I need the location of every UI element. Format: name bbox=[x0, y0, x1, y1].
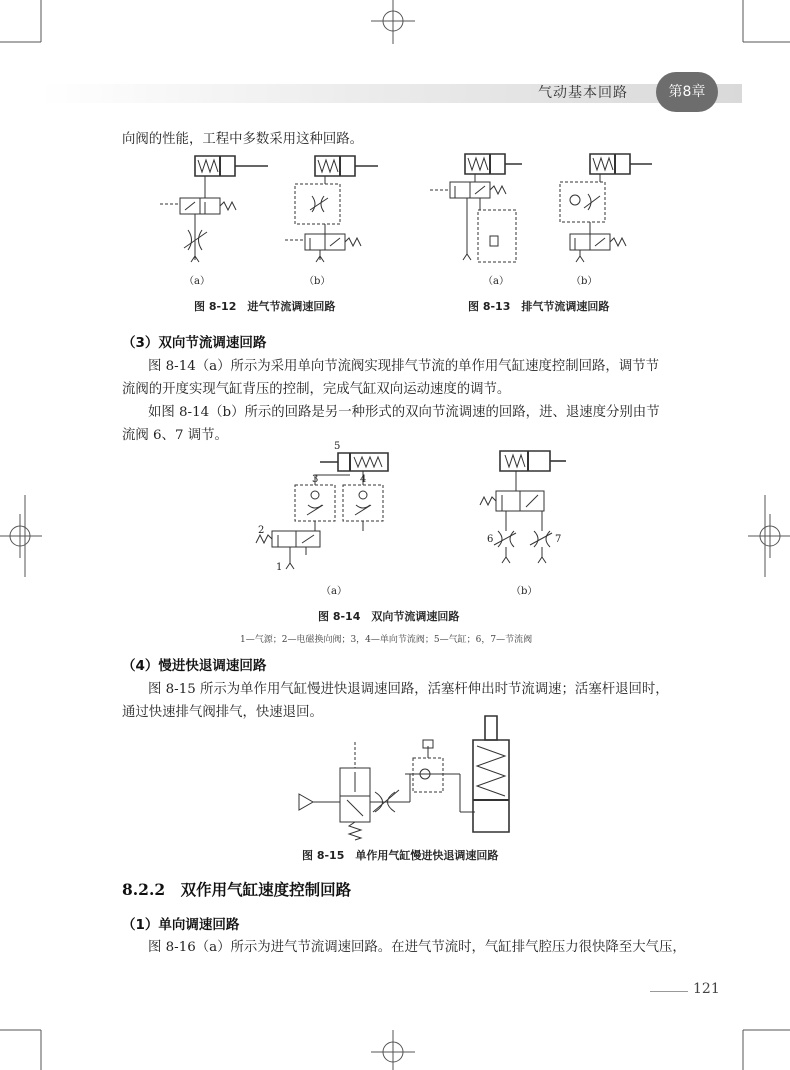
chapter-tab: 第8章 bbox=[656, 72, 718, 112]
paragraph-1-line-1: 图 8-14（a）所示为采用单向节流阀实现排气节流的单作用气缸速度控制回路，调节节 bbox=[148, 359, 659, 374]
fig12-label-a: （a） bbox=[184, 276, 210, 287]
fig13-label-b: （b） bbox=[571, 276, 598, 287]
fig14-num-2: 2 bbox=[258, 525, 265, 536]
fig12-label-b: （b） bbox=[304, 276, 331, 287]
paragraph-2-line-1: 如图 8-14（b）所示的回路是另一种形式的双向节流调速的回路，进、退速度分别由节 bbox=[148, 405, 660, 420]
figure-8-14-diagram bbox=[250, 445, 580, 570]
fig14-caption: 图 8-14 双向节流调速回路 bbox=[318, 610, 460, 623]
paragraph-2-line-2: 流阀 6、7 调节。 bbox=[122, 428, 228, 443]
fig14-num-4: 4 bbox=[360, 474, 367, 485]
fig15-caption: 图 8-15 单作用气缸慢进快退调速回路 bbox=[302, 849, 499, 862]
fig14-num-7: 7 bbox=[555, 534, 562, 545]
page-number-rule bbox=[650, 991, 688, 992]
running-head: 气动基本回路 bbox=[538, 85, 628, 101]
subheading-4: （4）慢进快退调速回路 bbox=[122, 658, 267, 674]
header-band bbox=[40, 84, 742, 103]
fig14-num-1: 1 bbox=[276, 562, 283, 573]
fig13-label-a: （a） bbox=[483, 276, 509, 287]
subheading-1: （1）单向调速回路 bbox=[122, 917, 240, 933]
paragraph-continuation: 向阀的性能，工程中多数采用这种回路。 bbox=[122, 132, 364, 147]
paragraph-3-line-2: 通过快速排气阀排气，快速退回。 bbox=[122, 705, 323, 720]
figure-8-12-diagram bbox=[150, 152, 410, 282]
paragraph-4-line-1: 图 8-16（a）所示为进气节流调速回路。在进气节流时，气缸排气腔压力很快降至大气压， bbox=[148, 940, 686, 955]
paragraph-1-line-2: 流阀的开度实现气缸背压的控制，完成气缸双向运动速度的调节。 bbox=[122, 382, 511, 397]
figure-8-13-diagram bbox=[430, 152, 660, 282]
fig13-caption: 图 8-13 排气节流调速回路 bbox=[468, 300, 610, 313]
fig14-num-5: 5 bbox=[334, 441, 341, 452]
subheading-3: （3）双向节流调速回路 bbox=[122, 335, 267, 351]
fig14-num-3: 3 bbox=[312, 474, 319, 485]
page-number: 121 bbox=[693, 981, 720, 997]
paragraph-3-line-1: 图 8-15 所示为单作用气缸慢进快退调速回路，活塞杆伸出时节流调速；活塞杆退回时， bbox=[148, 682, 669, 697]
fig14-label-a: （a） bbox=[321, 586, 347, 597]
figure-8-15-diagram bbox=[295, 712, 525, 842]
fig12-caption: 图 8-12 进气节流调速回路 bbox=[194, 300, 336, 313]
fig14-num-6: 6 bbox=[487, 534, 494, 545]
fig14-legend-note: 1—气源；2—电磁换向阀；3，4—单向节流阀；5—气缸；6，7—节流阀 bbox=[240, 635, 533, 645]
fig14-label-b: （b） bbox=[511, 586, 538, 597]
section-heading: 8.2.2 双作用气缸速度控制回路 bbox=[122, 880, 352, 899]
